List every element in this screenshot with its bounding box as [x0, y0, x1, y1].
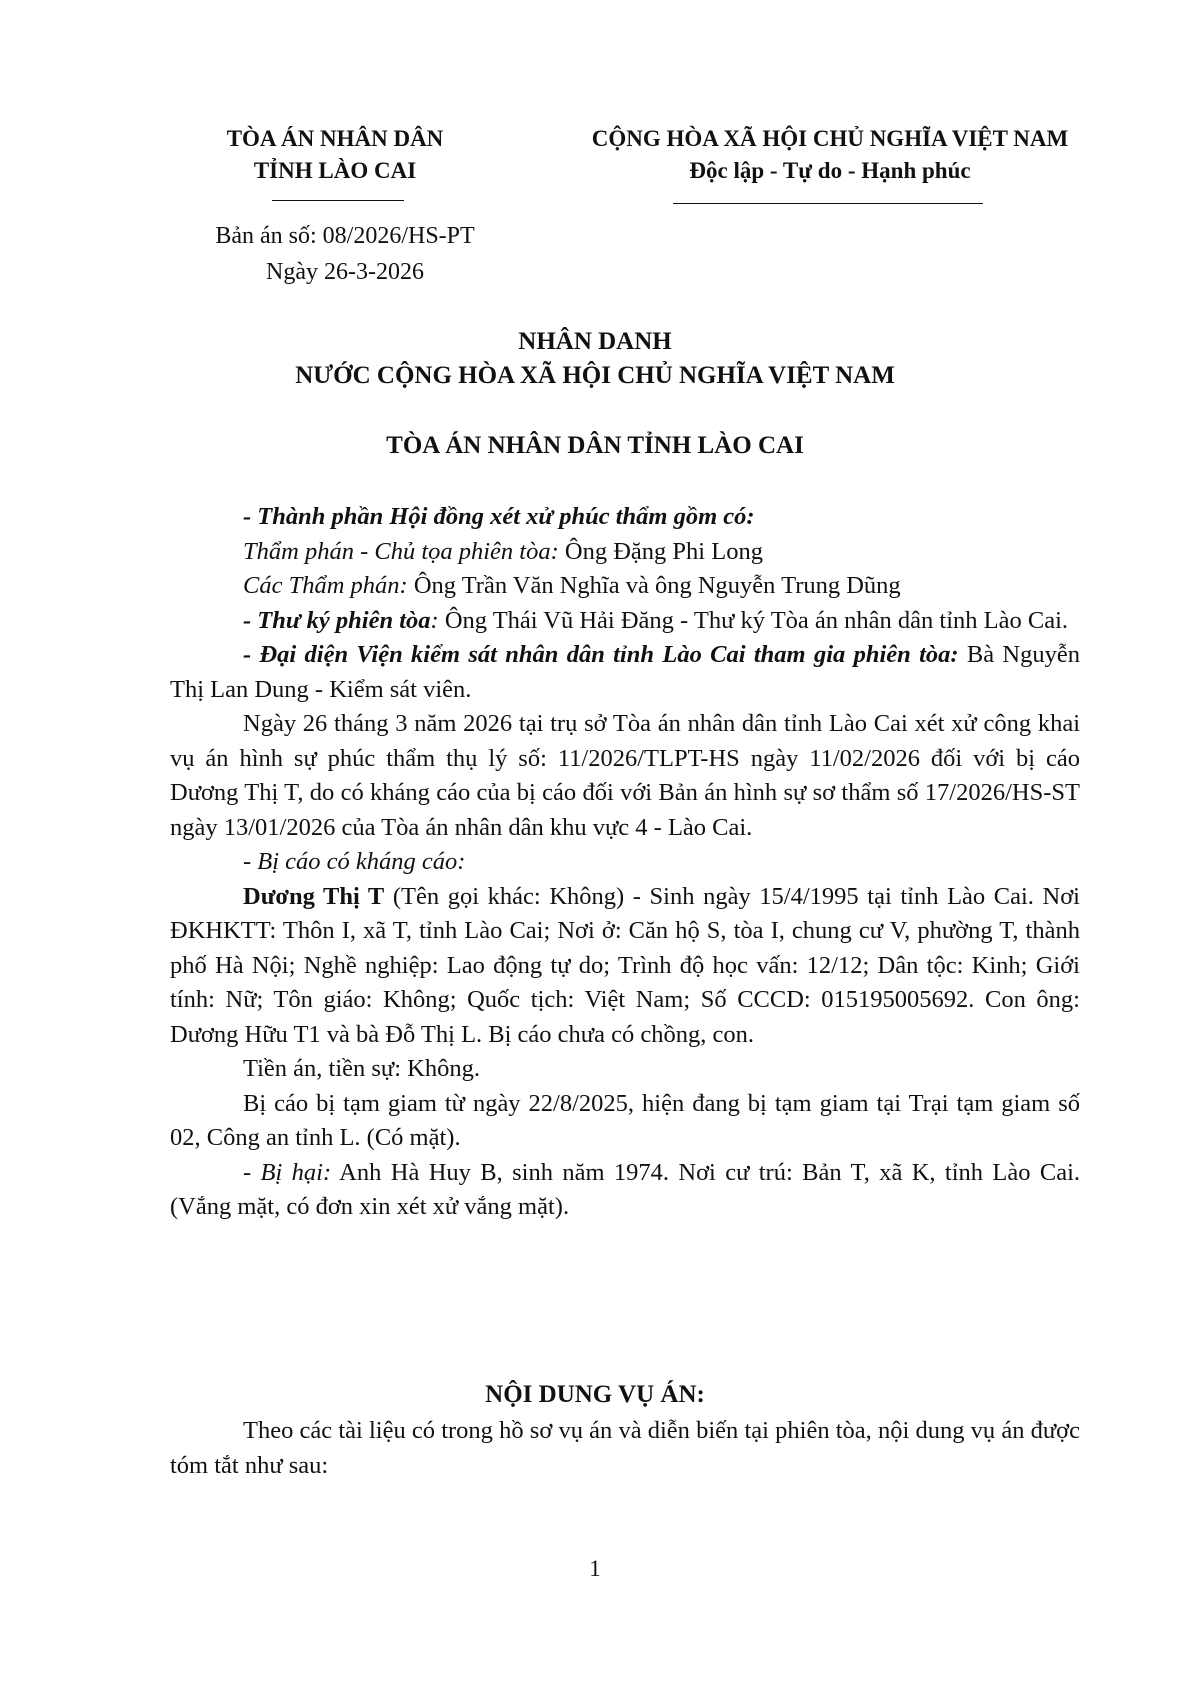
clerk-label: - Thư ký phiên tòa	[243, 606, 431, 634]
panel-heading: - Thành phần Hội đồng xét xử phúc thẩm gồm có:	[243, 503, 755, 530]
defendant-details: (Tên gọi khác: Không) - Sinh ngày 15/4/1995 tại tỉnh Lào Cai. Nơi ĐKHKTT: Thôn I, xã T, tỉnh Lào Cai; Nơi ở: Căn hộ S, tòa I, chung cư V, phường T, thành phố Hà Nội; Nghề nghiệp: Lao động tự do; Trình độ học vấn: 12/12; Dân tộc: Kinh; Giới tính: Nữ; Tôn giáo: Không; Quốc tịch: Việt Nam; Số CCCD: 015195005692. Con ông: Dương Hữu T1 và bà Đỗ Thị L. Bị cáo chưa có chồng, con.	[170, 882, 1080, 1048]
judges-line	[170, 569, 1080, 604]
republic-name: CỘNG HÒA XÃ HỘI CHỦ NGHĨA VIỆT NAM	[591, 126, 1069, 151]
defendant-name: Dương Thị T	[243, 882, 385, 910]
procuracy-value: Bà Nguyễn Thị Lan Dung - Kiểm sát viên.	[170, 641, 1080, 703]
judges-value: Ông Trần Văn Nghĩa và ông Nguyễn Trung Dũng	[407, 572, 901, 599]
court-name-line1: TÒA ÁN NHÂN DÂN	[226, 126, 444, 151]
clerk-value: Ông Thái Vũ Hải Đăng - Thư ký Tòa án nhân dân tỉnh Lào Cai.	[438, 606, 1069, 634]
clerk-colon: :	[430, 606, 439, 634]
page-number: 1	[589, 1556, 601, 1581]
criminal-record: Tiền án, tiền sự: Không.	[243, 1055, 480, 1082]
republic-motto: Độc lập - Tự do - Hạnh phúc	[689, 158, 971, 183]
appellant-label: - Bị cáo có kháng cáo:	[243, 848, 466, 875]
judges-label: Các Thẩm phán:	[243, 572, 408, 599]
case-heading: NỘI DUNG VỤ ÁN:	[485, 1381, 705, 1408]
clerk-paragraph	[170, 604, 1080, 639]
court-name-underline	[272, 200, 404, 201]
title-court: TÒA ÁN NHÂN DÂN TỈNH LÀO CAI	[386, 432, 804, 459]
title-in-the-name: NHÂN DANH	[518, 328, 672, 355]
victim-label: - Bị hại:	[243, 1158, 332, 1186]
presiding-judge-label: Thẩm phán - Chủ tọa phiên tòa:	[243, 537, 559, 565]
court-name-line2: TỈNH LÀO CAI	[253, 158, 417, 183]
detention-paragraph: Bị cáo bị tạm giam từ ngày 22/8/2025, hiện đang bị tạm giam tại Trại tạm giam số 02, Công an tỉnh L. (Có mặt).	[170, 1089, 1080, 1151]
presiding-judge-value: Ông Đặng Phi Long	[558, 537, 763, 565]
victim-paragraph	[170, 1156, 1080, 1225]
judgment-number: Bản án số: 08/2026/HS-PT	[215, 223, 475, 249]
panel-section	[170, 500, 1080, 1225]
procuracy-paragraph	[170, 638, 1080, 707]
judgment-date: Ngày 26-3-2026	[266, 259, 424, 285]
title-nation: NƯỚC CỘNG HÒA XÃ HỘI CHỦ NGHĨA VIỆT NAM	[295, 362, 895, 389]
republic-motto-underline	[673, 203, 983, 204]
procuracy-label: - Đại diện Viện kiểm sát nhân dân tỉnh Lào Cai tham gia phiên tòa:	[243, 641, 959, 668]
victim-details: Anh Hà Huy B, sinh năm 1974. Nơi cư trú: Bản T, xã K, tỉnh Lào Cai. (Vắng mặt, có đơn xin xét xử vắng mặt).	[170, 1158, 1080, 1220]
presiding-judge-line	[170, 535, 1080, 570]
trial-paragraph: Ngày 26 tháng 3 năm 2026 tại trụ sở Tòa án nhân dân tỉnh Lào Cai xét xử công khai vụ án hình sự phúc thẩm thụ lý số: 11/2026/TLPT-HS ngày 11/02/2026 đối với bị cáo Dương Thị T, do có kháng cáo của bị cáo đối với Bản án hình sự sơ thẩm số 17/2026/HS-ST ngày 13/01/2026 của Tòa án nhân dân khu vực 4 - Lào Cai.	[170, 710, 1080, 841]
case-intro: Theo các tài liệu có trong hồ sơ vụ án và diễn biến tại phiên tòa, nội dung vụ án được tóm tắt như sau:	[170, 1417, 1080, 1479]
defendant-paragraph	[170, 880, 1080, 1053]
